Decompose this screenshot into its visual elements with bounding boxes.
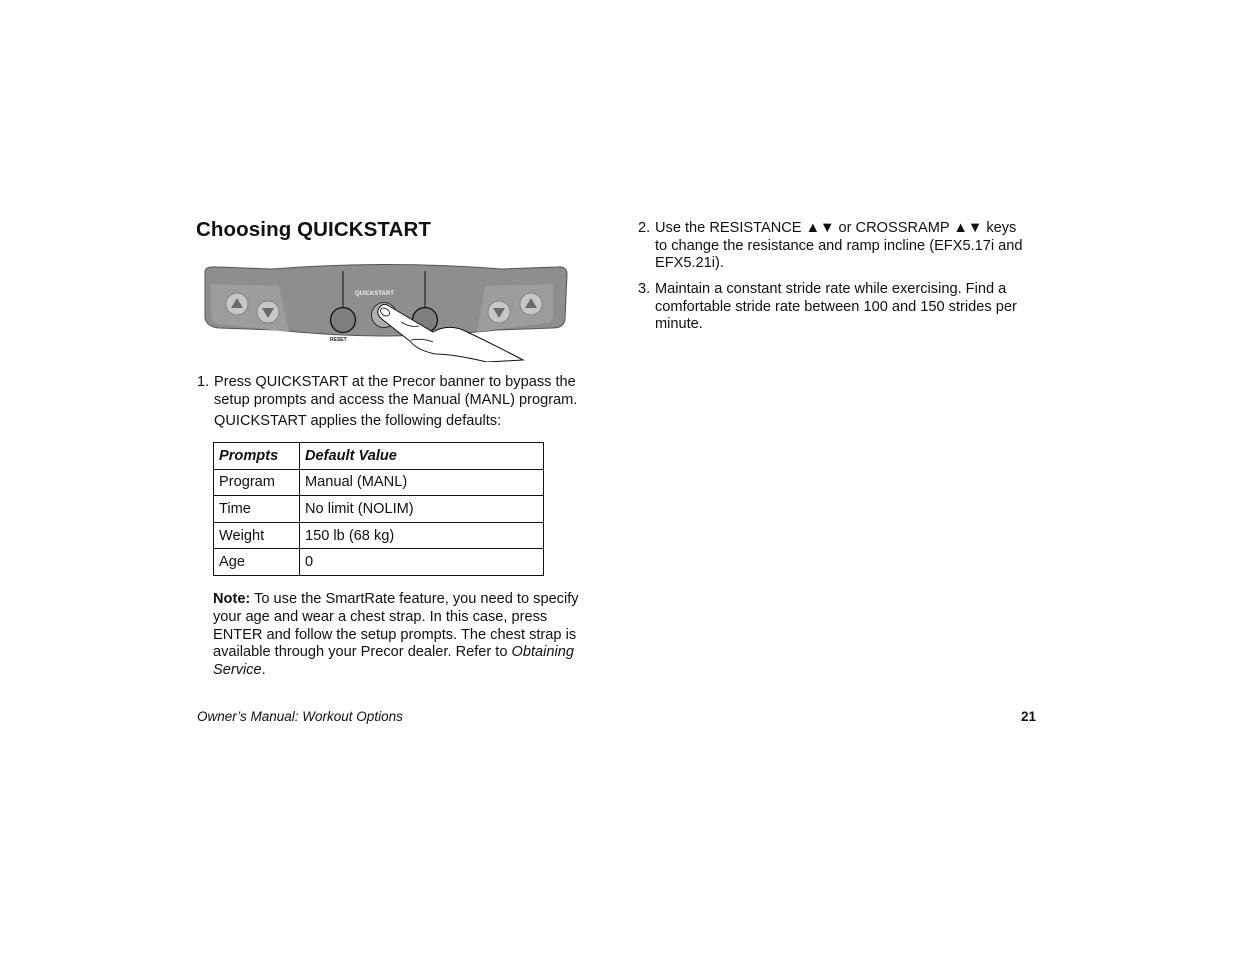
step-line: comfortable stride rate between 100 and 150 strides per <box>655 298 1017 315</box>
table-cell: Weight <box>214 522 300 549</box>
defaults-table <box>213 442 544 576</box>
reset-key <box>331 308 356 333</box>
crossramp-up-arrow-icon <box>520 293 542 315</box>
step-line: to change the resistance and ramp incline (EFX5.17i and <box>655 237 1023 254</box>
step-number: 1. <box>197 374 210 390</box>
table-row <box>214 549 544 576</box>
note-label: Note: <box>213 591 251 607</box>
step-number: 3. <box>638 281 651 297</box>
note-text: . <box>261 662 266 679</box>
column-header-prompts: Prompts <box>214 443 300 470</box>
note-text: your age and wear a chest strap. In this case, press <box>213 608 548 625</box>
step-line: setup prompts and access the Manual (MANL) program. <box>214 391 578 408</box>
step-line: Maintain a constant stride rate while exercising. Find a <box>655 281 1007 297</box>
resistance-down-arrow-icon <box>257 301 279 323</box>
table-cell: Program <box>214 469 300 496</box>
crossramp-down-arrow-icon <box>488 301 510 323</box>
resistance-up-arrow-icon <box>226 293 248 315</box>
section-heading: Choosing QUICKSTART <box>196 218 431 241</box>
note-paragraph <box>213 591 593 680</box>
step-line: minute. <box>655 316 703 332</box>
step-number: 2. <box>638 220 651 236</box>
step-line: Use the RESISTANCE ▲▼ or CROSSRAMP ▲▼ keys <box>655 220 1017 236</box>
obtaining-service-reference: Obtaining <box>511 644 575 661</box>
step-line: Press QUICKSTART at the Precor banner to bypass the <box>214 374 576 390</box>
table-cell: Age <box>214 549 300 576</box>
table-row <box>214 469 544 496</box>
footer-title: Owner’s Manual: Workout Options <box>197 709 403 724</box>
page-number: 21 <box>1021 709 1037 724</box>
console-panel-illustration <box>197 262 577 362</box>
table-header-row <box>214 443 544 470</box>
table-row <box>214 496 544 523</box>
table-cell: Time <box>214 496 300 523</box>
table-cell: No limit (NOLIM) <box>300 496 544 523</box>
note-text: To use the SmartRate feature, you need to specify <box>250 591 579 607</box>
table-row <box>214 522 544 549</box>
obtaining-service-reference: Service <box>213 662 262 679</box>
step-line: EFX5.21i). <box>655 255 724 271</box>
note-text: available through your Precor dealer. Refer to <box>213 644 512 661</box>
table-cell: Manual (MANL) <box>300 469 544 496</box>
quickstart-label: QUICKSTART <box>355 291 394 297</box>
table-cell: 150 lb (68 kg) <box>300 522 544 549</box>
reset-label: RESET <box>330 337 347 343</box>
step-line: QUICKSTART applies the following defaults: <box>214 413 502 429</box>
table-cell: 0 <box>300 549 544 576</box>
column-header-default-value: Default Value <box>300 443 544 470</box>
note-text: ENTER and follow the setup prompts. The chest strap is <box>213 626 577 643</box>
